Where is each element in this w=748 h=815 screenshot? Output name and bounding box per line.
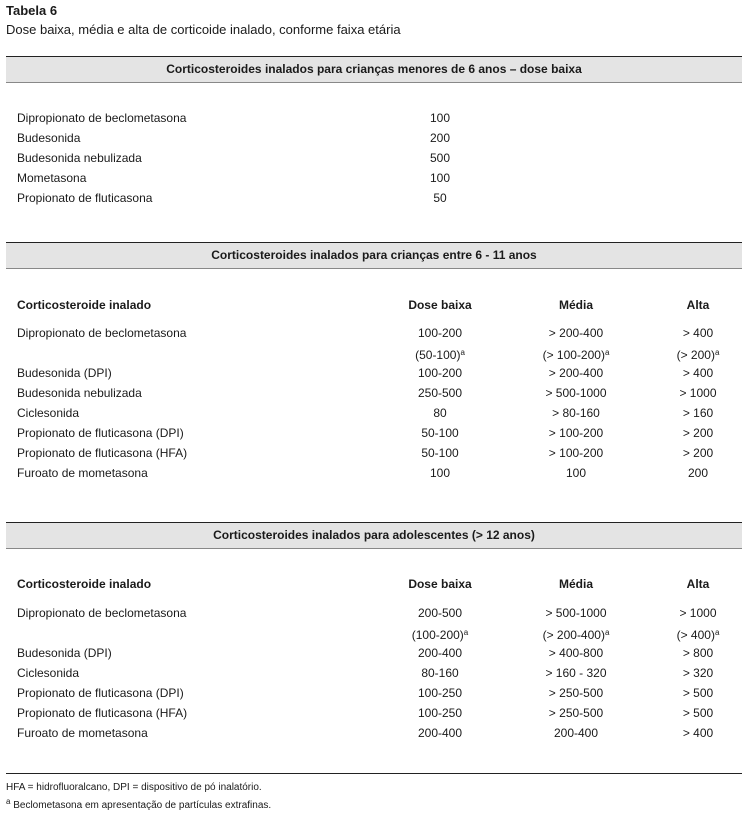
dose-low-text: 80-160 xyxy=(421,666,459,680)
dose-high-text: 200 xyxy=(687,466,709,480)
drug-name: Budesonida nebulizada xyxy=(17,386,142,400)
section-6-11 xyxy=(6,242,742,492)
footnote-marker: a xyxy=(6,797,11,806)
drug-name: Dipropionato de beclometasona xyxy=(17,606,187,620)
dose-high-text: > 400 xyxy=(682,326,714,340)
footnote-abbreviations: HFA = hidrofluoralcano, DPI = dispositivo de pó inalatório. xyxy=(6,782,262,793)
dose-high-text: > 500 xyxy=(682,706,714,720)
col-high-header: Alta xyxy=(686,298,710,312)
dose-high xyxy=(598,423,748,443)
dose-medium-text: > 200-400 xyxy=(548,326,604,340)
footnote-marker: a xyxy=(604,628,610,637)
dose-high xyxy=(598,463,748,483)
dose-low-text: (50-100) xyxy=(415,348,461,362)
dose-high xyxy=(598,643,748,663)
dose-high xyxy=(598,443,748,463)
table-row xyxy=(6,623,742,643)
dose-medium-text: > 160 - 320 xyxy=(545,666,607,680)
dose-low-text: 200-500 xyxy=(417,606,463,620)
section-header: Corticosteroides inalados para adolescentes (> 12 anos) xyxy=(6,522,742,549)
dose-medium-text: 100 xyxy=(565,466,587,480)
dose-high xyxy=(598,403,748,423)
table-row xyxy=(6,423,742,443)
dose-high xyxy=(598,623,748,645)
drug-name: Mometasona xyxy=(17,171,87,185)
drug-name: Furoato de mometasona xyxy=(17,726,148,740)
drug-name: Budesonida (DPI) xyxy=(17,646,112,660)
dose-high-text: > 500 xyxy=(682,686,714,700)
dose-value: 100 xyxy=(429,111,451,125)
drug-name: Budesonida (DPI) xyxy=(17,366,112,380)
table-subtitle: Dose baixa, média e alta de corticoide inalado, conforme faixa etária xyxy=(6,22,401,37)
drug-name: Dipropionato de beclometasona xyxy=(17,111,187,125)
dose-low-text: 100-250 xyxy=(417,686,463,700)
table-row xyxy=(6,128,742,148)
section-header: Corticosteroides inalados para crianças entre 6 - 11 anos xyxy=(6,242,742,269)
dose-low-text: 80 xyxy=(433,406,447,420)
dose-medium-text: > 500-1000 xyxy=(545,386,607,400)
dose-low-text: 100-200 xyxy=(417,326,463,340)
footnote-marker: a xyxy=(604,348,610,357)
table-title: Tabela 6 xyxy=(6,3,58,18)
column-header-row xyxy=(6,574,742,594)
dose-medium-text: 200-400 xyxy=(553,726,599,740)
footnote-marker: a xyxy=(463,628,469,637)
section-under-6 xyxy=(6,56,742,216)
table-row xyxy=(6,343,742,363)
table-row xyxy=(6,188,742,208)
dose-high xyxy=(598,343,748,365)
dose-high xyxy=(598,683,748,703)
drug-name: Ciclesonida xyxy=(17,406,80,420)
dose-high xyxy=(598,723,748,743)
dose-high xyxy=(598,603,748,623)
col-low-header: Dose baixa xyxy=(408,298,472,312)
dose-medium-text: (> 100-200) xyxy=(542,348,605,362)
drug-name: Propionato de fluticasona xyxy=(17,191,153,205)
dose-value: 200 xyxy=(429,131,451,145)
dose-high-text: > 800 xyxy=(682,646,714,660)
table-row xyxy=(6,643,742,663)
col-mid-header: Média xyxy=(558,298,593,312)
table-row xyxy=(6,723,742,743)
footnote-a-text: Beclometasona em apresentação de partículas extrafinas. xyxy=(10,800,272,811)
dose-low-text: 250-500 xyxy=(417,386,463,400)
section-header: Corticosteroides inalados para crianças menores de 6 anos – dose baixa xyxy=(6,56,742,83)
col-mid-header: Média xyxy=(558,577,593,591)
footnote-a xyxy=(6,797,271,811)
dose-high-text: > 1000 xyxy=(679,606,717,620)
dose-high-text: > 200 xyxy=(682,426,714,440)
drug-name: Propionato de fluticasona (HFA) xyxy=(17,706,188,720)
table-row xyxy=(6,148,742,168)
dose-low-text: 100-250 xyxy=(417,706,463,720)
footnote-marker: a xyxy=(460,348,465,357)
dose-high xyxy=(598,363,748,383)
dose-high-text: > 320 xyxy=(682,666,714,680)
dose-medium-text: > 200-400 xyxy=(548,366,604,380)
table-row xyxy=(6,703,742,723)
section-adolescents xyxy=(6,522,742,762)
drug-name: Propionato de fluticasona (DPI) xyxy=(17,686,184,700)
drug-name: Dipropionato de beclometasona xyxy=(17,326,187,340)
dose-medium-text: > 100-200 xyxy=(548,446,604,460)
table-row xyxy=(6,323,742,343)
dose-medium-text: > 250-500 xyxy=(548,706,604,720)
dose-high-text: (> 200) xyxy=(676,348,715,362)
col-drug-header: Corticosteroide inalado xyxy=(17,298,152,312)
dose-low-text: 200-400 xyxy=(417,646,463,660)
dose-high xyxy=(598,383,748,403)
drug-name: Propionato de fluticasona (DPI) xyxy=(17,426,184,440)
col-drug-header: Corticosteroide inalado xyxy=(17,577,152,591)
table-row xyxy=(6,663,742,683)
dose-high xyxy=(598,663,748,683)
table-row xyxy=(6,168,742,188)
table-row xyxy=(6,108,742,128)
footnote-marker: a xyxy=(714,348,720,357)
dose-high-text: > 160 xyxy=(682,406,714,420)
dose-value: 500 xyxy=(429,151,451,165)
drug-name: Budesonida nebulizada xyxy=(17,151,142,165)
dose-medium-text: > 100-200 xyxy=(548,426,604,440)
table-row xyxy=(6,403,742,423)
dose-high-text: > 400 xyxy=(682,366,714,380)
dose-medium-text: (> 200-400) xyxy=(542,628,605,642)
dose-medium-text: > 80-160 xyxy=(552,406,600,420)
dose-high-text: (> 400) xyxy=(676,628,715,642)
footnote-marker: a xyxy=(714,628,720,637)
footnotes xyxy=(6,773,742,811)
dose-low-text: 200-400 xyxy=(417,726,463,740)
column-header-row xyxy=(6,295,742,315)
dose-value: 50 xyxy=(433,191,447,205)
col-low-header: Dose baixa xyxy=(408,577,472,591)
table-row xyxy=(6,463,742,483)
dose-high xyxy=(598,703,748,723)
dose-medium-text: > 250-500 xyxy=(548,686,604,700)
table-row xyxy=(6,383,742,403)
table-row xyxy=(6,363,742,383)
dose-low-text: 100 xyxy=(429,466,451,480)
dose-low-text: (100-200) xyxy=(411,628,464,642)
drug-name: Budesonida xyxy=(17,131,81,145)
dose-high-text: > 200 xyxy=(682,446,714,460)
drug-name: Propionato de fluticasona (HFA) xyxy=(17,446,188,460)
dose-low-text: 50-100 xyxy=(421,446,459,460)
dose-high xyxy=(598,323,748,343)
table-row xyxy=(6,443,742,463)
dose-medium-text: > 400-800 xyxy=(548,646,604,660)
dose-value: 100 xyxy=(429,171,451,185)
dose-high-text: > 1000 xyxy=(679,386,717,400)
dose-low-text: 50-100 xyxy=(421,426,459,440)
drug-name: Furoato de mometasona xyxy=(17,466,148,480)
table-row xyxy=(6,683,742,703)
col-high-header: Alta xyxy=(686,577,710,591)
dose-medium-text: > 500-1000 xyxy=(545,606,607,620)
drug-name: Ciclesonida xyxy=(17,666,80,680)
table-row xyxy=(6,603,742,623)
dose-low-text: 100-200 xyxy=(417,366,463,380)
dose-high-text: > 400 xyxy=(682,726,714,740)
